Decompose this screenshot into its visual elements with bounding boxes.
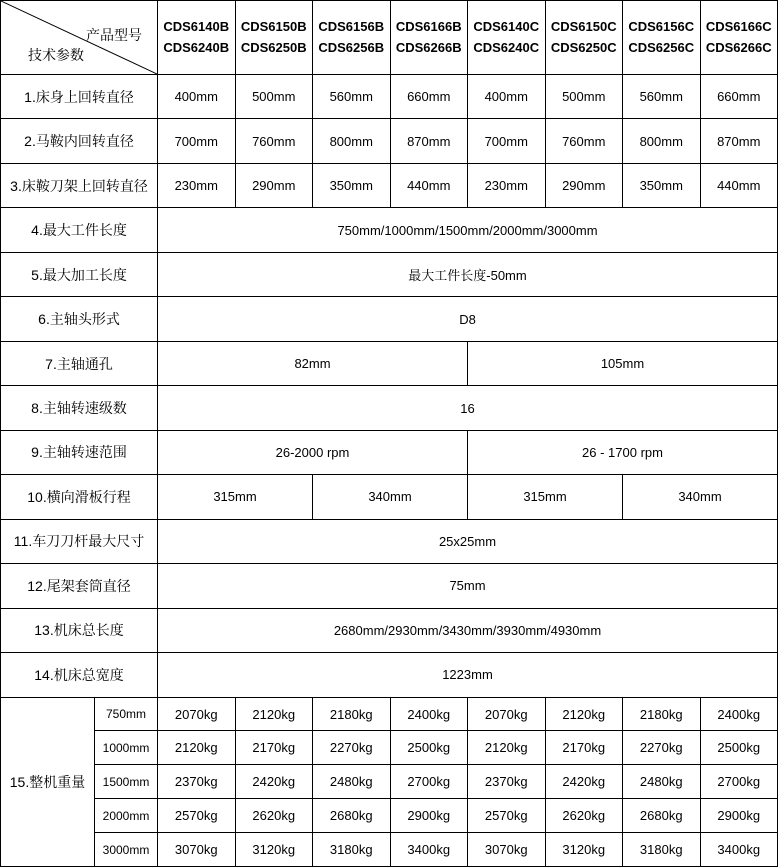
spec-row-label: 4.最大工件长度 xyxy=(1,208,158,252)
workpiece-length-cell: 2000mm xyxy=(95,799,158,833)
spec-row xyxy=(1,386,778,430)
weight-value-cell: 2370kg xyxy=(158,765,236,799)
spec-row-label: 5.最大加工长度 xyxy=(1,252,158,296)
spec-value-cell: 870mm xyxy=(700,119,778,163)
weight-value-cell: 2570kg xyxy=(158,799,236,833)
weight-value-cell: 3400kg xyxy=(390,833,468,867)
spec-value-cell: 26-2000 rpm xyxy=(158,430,468,474)
spec-value-cell: 500mm xyxy=(235,75,313,119)
workpiece-length-cell: 750mm xyxy=(95,697,158,731)
model-line2: CDS6256C xyxy=(628,39,695,55)
weight-value-cell: 2370kg xyxy=(468,765,546,799)
weight-value-cell: 2400kg xyxy=(390,697,468,731)
spec-value-cell: 230mm xyxy=(158,163,236,207)
weight-value-cell: 2620kg xyxy=(545,799,623,833)
weight-value-cell: 2480kg xyxy=(313,765,391,799)
weight-row xyxy=(1,799,778,833)
spec-value-cell: 315mm xyxy=(468,475,623,519)
model-header-cell xyxy=(700,1,778,75)
spec-value-cell: 400mm xyxy=(468,75,546,119)
weight-value-cell: 3070kg xyxy=(158,833,236,867)
spec-value-cell: 340mm xyxy=(313,475,468,519)
weight-value-cell: 2120kg xyxy=(468,731,546,765)
spec-value-cell: 800mm xyxy=(623,119,701,163)
spec-row xyxy=(1,208,778,252)
spec-row-label: 13.机床总长度 xyxy=(1,608,158,652)
model-line1: CDS6166C xyxy=(705,18,772,34)
model-header-cell xyxy=(158,1,236,75)
spec-value-cell: 350mm xyxy=(623,163,701,207)
weight-value-cell: 3120kg xyxy=(545,833,623,867)
weight-value-cell: 2070kg xyxy=(468,697,546,731)
spec-row-label: 6.主轴头形式 xyxy=(1,297,158,341)
spec-row xyxy=(1,119,778,163)
spec-value-cell: 25x25mm xyxy=(158,519,778,563)
spec-value-cell: 870mm xyxy=(390,119,468,163)
spec-row xyxy=(1,475,778,519)
workpiece-length-cell: 3000mm xyxy=(95,833,158,867)
spec-value-cell: 750mm/1000mm/1500mm/2000mm/3000mm xyxy=(158,208,778,252)
spec-value-cell: 340mm xyxy=(623,475,778,519)
weight-value-cell: 2180kg xyxy=(313,697,391,731)
spec-value-cell: 760mm xyxy=(235,119,313,163)
weight-value-cell: 2500kg xyxy=(390,731,468,765)
spec-value-cell: 82mm xyxy=(158,341,468,385)
weight-value-cell: 2700kg xyxy=(390,765,468,799)
model-line1: CDS6156C xyxy=(628,18,695,34)
weight-value-cell: 2120kg xyxy=(158,731,236,765)
spec-value-cell: 1223mm xyxy=(158,653,778,697)
weight-value-cell: 2700kg xyxy=(700,765,778,799)
weight-row xyxy=(1,765,778,799)
spec-row-label: 10.横向滑板行程 xyxy=(1,475,158,519)
spec-row-label: 12.尾架套筒直径 xyxy=(1,564,158,608)
model-line2: CDS6256B xyxy=(318,39,385,55)
model-line1: CDS6140B xyxy=(163,18,230,34)
model-line1: CDS6150B xyxy=(240,18,307,34)
table-header-row xyxy=(1,1,778,75)
weight-value-cell: 2180kg xyxy=(623,697,701,731)
spec-value-cell: 290mm xyxy=(235,163,313,207)
model-line2: CDS6266B xyxy=(395,39,462,55)
weight-value-cell: 2500kg xyxy=(700,731,778,765)
weight-value-cell: 2270kg xyxy=(623,731,701,765)
spec-value-cell: 75mm xyxy=(158,564,778,608)
spec-row-label: 9.主轴转速范围 xyxy=(1,430,158,474)
weight-value-cell: 2120kg xyxy=(545,697,623,731)
spec-row-label: 1.床身上回转直径 xyxy=(1,75,158,119)
weight-value-cell: 2900kg xyxy=(390,799,468,833)
model-header-cell xyxy=(390,1,468,75)
spec-value-cell: 最大工件长度-50mm xyxy=(158,252,778,296)
model-line1: CDS6140C xyxy=(473,18,540,34)
weight-value-cell: 2270kg xyxy=(313,731,391,765)
workpiece-length-cell: 1500mm xyxy=(95,765,158,799)
weight-value-cell: 2900kg xyxy=(700,799,778,833)
weight-value-cell: 3070kg xyxy=(468,833,546,867)
weight-value-cell: 2620kg xyxy=(235,799,313,833)
spec-value-cell: 105mm xyxy=(468,341,778,385)
spec-value-cell: 350mm xyxy=(313,163,391,207)
spec-row-label: 14.机床总宽度 xyxy=(1,653,158,697)
spec-value-cell: 660mm xyxy=(700,75,778,119)
model-header-cell xyxy=(468,1,546,75)
weight-value-cell: 2570kg xyxy=(468,799,546,833)
spec-value-cell: 500mm xyxy=(545,75,623,119)
spec-value-cell: 2680mm/2930mm/3430mm/3930mm/4930mm xyxy=(158,608,778,652)
spec-row-label: 8.主轴转速级数 xyxy=(1,386,158,430)
model-header-cell xyxy=(545,1,623,75)
spec-row xyxy=(1,653,778,697)
spec-value-cell: D8 xyxy=(158,297,778,341)
weight-row xyxy=(1,697,778,731)
spec-value-cell: 26 - 1700 rpm xyxy=(468,430,778,474)
spec-row xyxy=(1,163,778,207)
spec-value-cell: 560mm xyxy=(623,75,701,119)
model-header-cell xyxy=(623,1,701,75)
model-line1: CDS6166B xyxy=(395,18,462,34)
spec-value-cell: 560mm xyxy=(313,75,391,119)
weight-value-cell: 2420kg xyxy=(545,765,623,799)
weight-value-cell: 3180kg xyxy=(313,833,391,867)
weight-value-cell: 2680kg xyxy=(313,799,391,833)
weight-value-cell: 3120kg xyxy=(235,833,313,867)
spec-value-cell: 700mm xyxy=(158,119,236,163)
weight-value-cell: 3400kg xyxy=(700,833,778,867)
spec-row-label: 2.马鞍内回转直径 xyxy=(1,119,158,163)
spec-value-cell: 315mm xyxy=(158,475,313,519)
spec-value-cell: 440mm xyxy=(700,163,778,207)
spec-row xyxy=(1,341,778,385)
spec-row xyxy=(1,297,778,341)
weight-value-cell: 3180kg xyxy=(623,833,701,867)
weight-row xyxy=(1,833,778,867)
spec-row-label: 11.车刀刀杆最大尺寸 xyxy=(1,519,158,563)
weight-value-cell: 2680kg xyxy=(623,799,701,833)
spec-row xyxy=(1,564,778,608)
weight-row xyxy=(1,731,778,765)
model-line2: CDS6250B xyxy=(240,39,307,55)
spec-row xyxy=(1,519,778,563)
spec-row-label: 7.主轴通孔 xyxy=(1,341,158,385)
spec-row xyxy=(1,252,778,296)
model-line2: CDS6240C xyxy=(473,39,540,55)
spec-value-cell: 16 xyxy=(158,386,778,430)
corner-product-label: 产品型号 xyxy=(86,27,142,43)
spec-value-cell: 760mm xyxy=(545,119,623,163)
weight-value-cell: 2120kg xyxy=(235,697,313,731)
spec-row xyxy=(1,430,778,474)
spec-value-cell: 800mm xyxy=(313,119,391,163)
model-header-cell xyxy=(235,1,313,75)
model-line2: CDS6240B xyxy=(163,39,230,55)
model-line2: CDS6250C xyxy=(550,39,617,55)
model-line1: CDS6150C xyxy=(550,18,617,34)
weight-value-cell: 2170kg xyxy=(235,731,313,765)
workpiece-length-cell: 1000mm xyxy=(95,731,158,765)
spec-row-label: 15.整机重量 xyxy=(1,697,95,866)
spec-value-cell: 700mm xyxy=(468,119,546,163)
spec-value-cell: 400mm xyxy=(158,75,236,119)
spec-row xyxy=(1,75,778,119)
spec-value-cell: 230mm xyxy=(468,163,546,207)
spec-value-cell: 440mm xyxy=(390,163,468,207)
weight-value-cell: 2070kg xyxy=(158,697,236,731)
model-line2: CDS6266C xyxy=(705,39,772,55)
weight-value-cell: 2400kg xyxy=(700,697,778,731)
model-header-cell xyxy=(313,1,391,75)
corner-cell xyxy=(1,1,158,75)
weight-value-cell: 2420kg xyxy=(235,765,313,799)
spec-row xyxy=(1,608,778,652)
corner-tech-label: 技术参数 xyxy=(28,47,84,63)
weight-value-cell: 2480kg xyxy=(623,765,701,799)
spec-value-cell: 290mm xyxy=(545,163,623,207)
weight-value-cell: 2170kg xyxy=(545,731,623,765)
spec-value-cell: 660mm xyxy=(390,75,468,119)
spec-row-label: 3.床鞍刀架上回转直径 xyxy=(1,163,158,207)
model-line1: CDS6156B xyxy=(318,18,385,34)
